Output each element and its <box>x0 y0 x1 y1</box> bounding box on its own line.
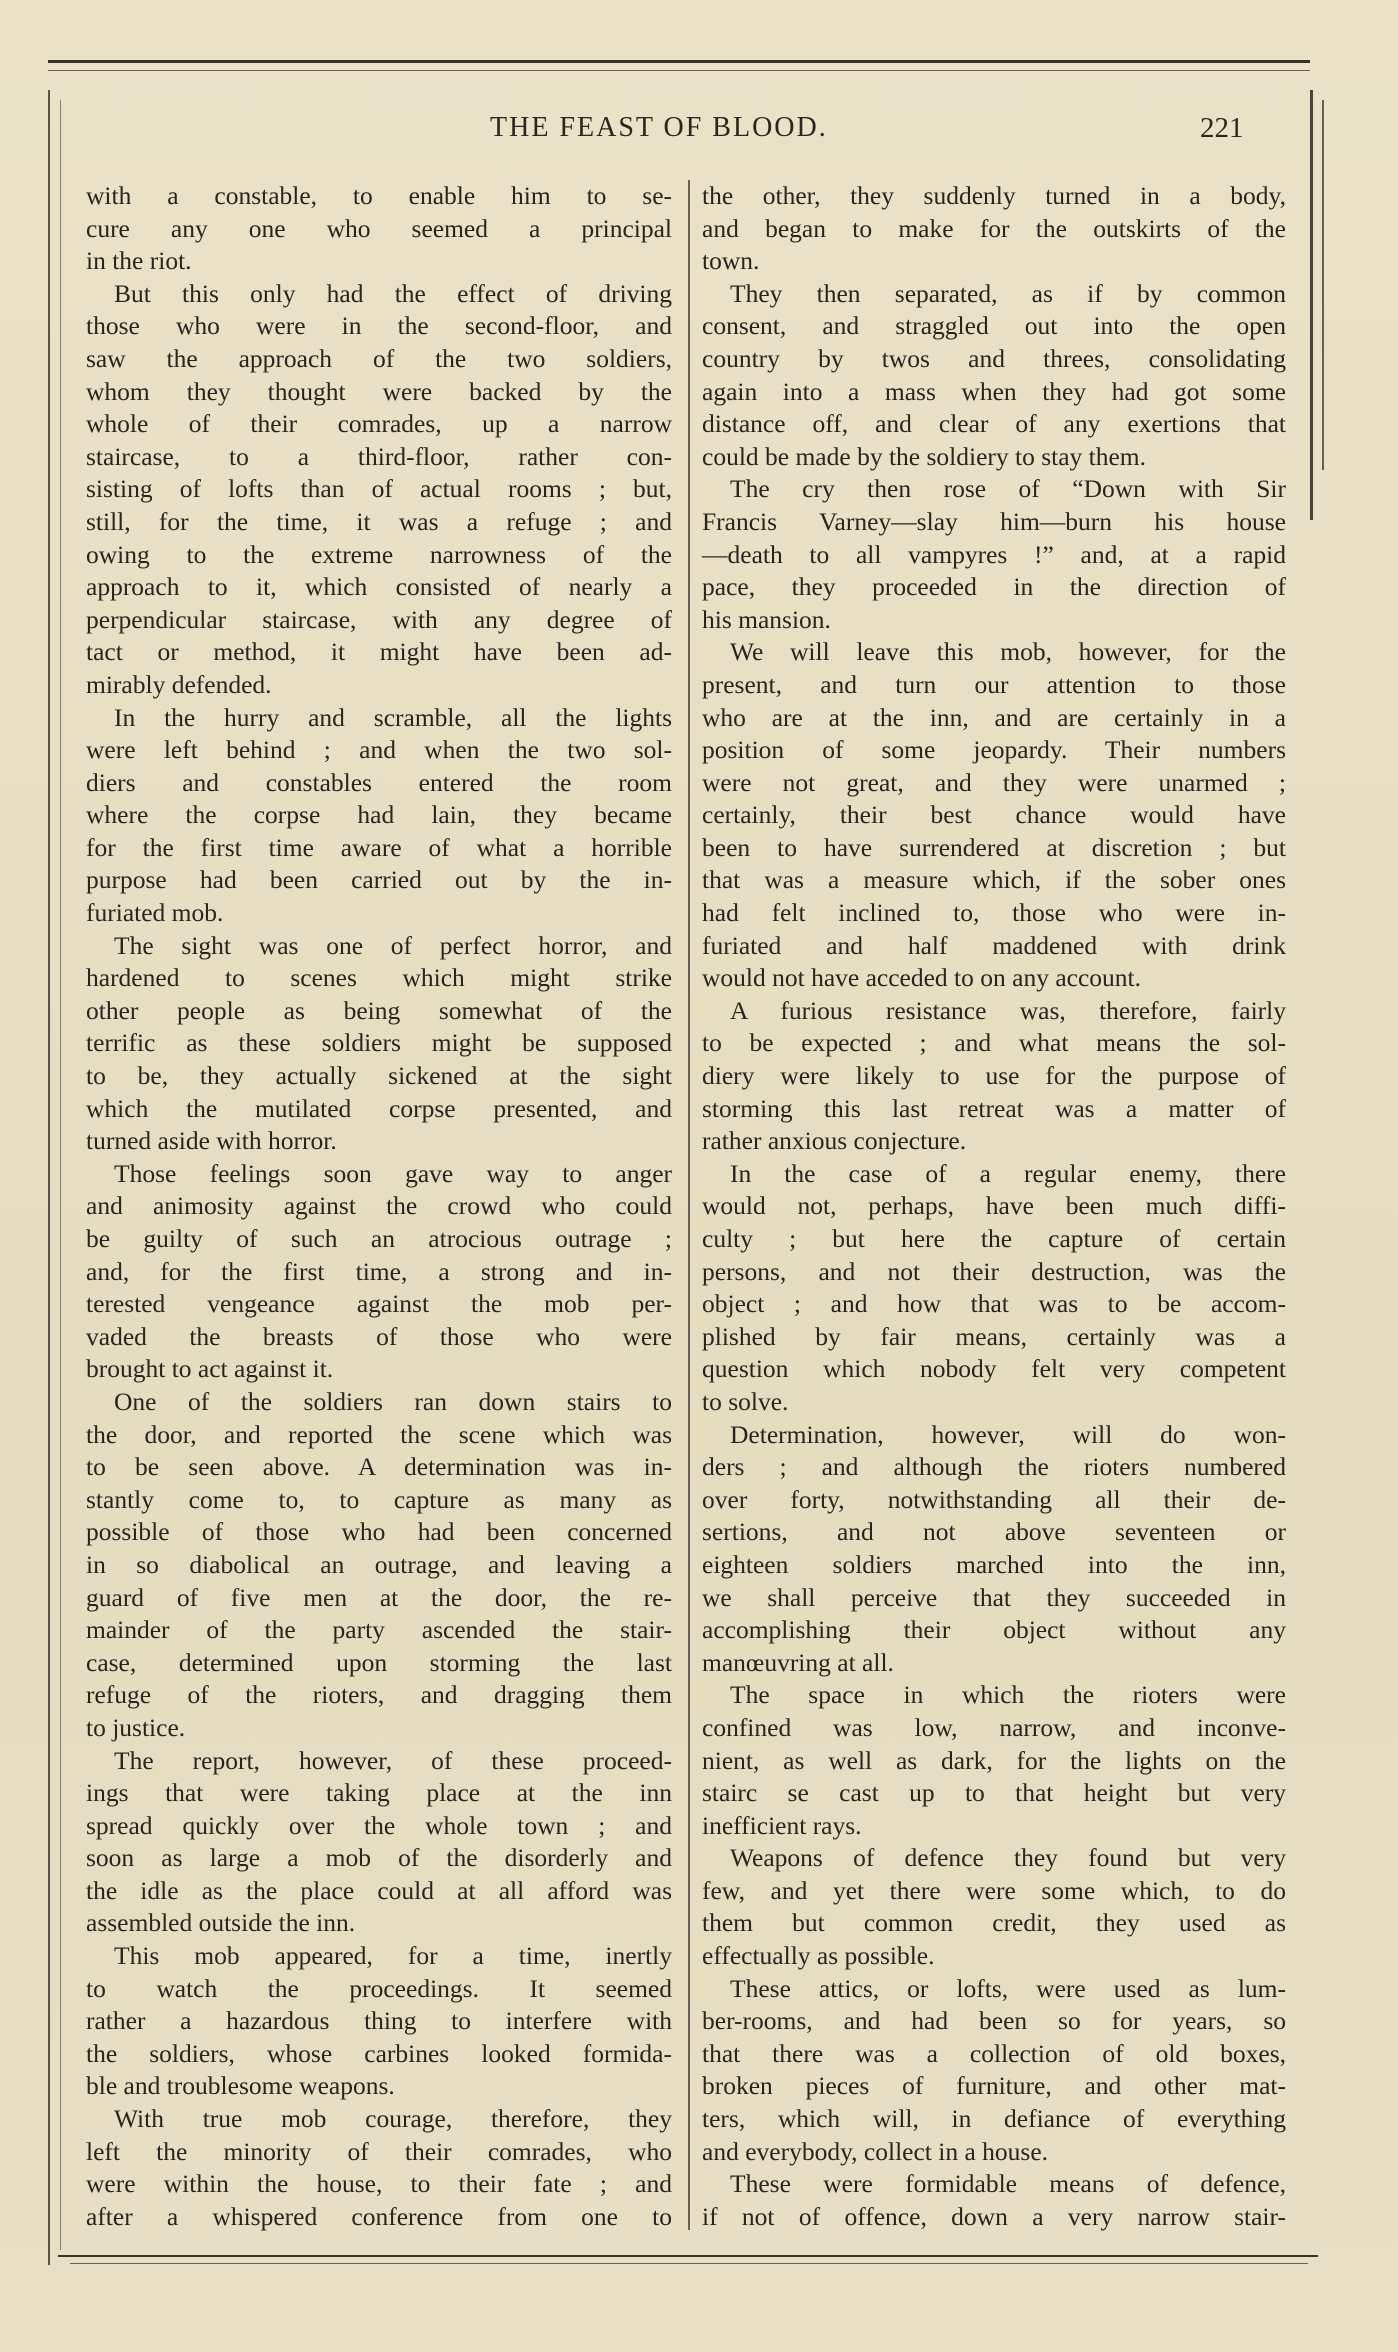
text-line: The sight was one of perfect horror, and <box>114 930 672 960</box>
text-line: stantly come to, to capture as many as <box>86 1484 672 1514</box>
text-line: still, for the time, it was a refuge ; and <box>86 506 672 536</box>
text-line: the other, they suddenly turned in a body, <box>702 181 1286 210</box>
text-line: over forty, notwithstanding all their de- <box>702 1484 1286 1514</box>
text-line: vaded the breasts of those who were <box>86 1321 672 1351</box>
text-line: Weapons of defence they found but very <box>730 1843 1286 1873</box>
text-line: approach to it, which consisted of nearly a <box>86 572 672 602</box>
text-line: few, and yet there were some which, to do <box>702 1875 1286 1905</box>
text-line: pace, they proceeded in the direction of <box>702 572 1286 602</box>
text-line: the idle as the place could at all afford was <box>86 1875 672 1905</box>
text-line: sertions, and not above seventeen or <box>702 1517 1286 1547</box>
right-border <box>1310 90 1313 520</box>
text-line: cure any one who seemed a principal <box>86 213 672 243</box>
text-line: them but common credit, they used as <box>702 1908 1286 1938</box>
text-line: case, determined upon storming the last <box>86 1647 672 1677</box>
left-border-thin <box>60 100 61 2250</box>
text-line: rather anxious conjecture. <box>702 1126 967 1156</box>
text-line: accomplishing their object without any <box>702 1615 1286 1645</box>
text-line: culty ; but here the capture of certain <box>702 1224 1286 1253</box>
text-line: the door, and reported the scene which was <box>86 1419 672 1449</box>
text-line: possible of those who had been concerned <box>86 1517 672 1547</box>
text-line: been to have surrendered at discretion ; but <box>702 832 1286 862</box>
text-line: plished by fair means, certainly was a <box>702 1321 1286 1351</box>
text-line: consent, and straggled out into the open <box>702 311 1286 341</box>
text-line: who are at the inn, and are certainly in a <box>702 702 1286 732</box>
text-line: left the minority of their comrades, who <box>86 2136 672 2166</box>
text-line: whom they thought were backed by the <box>86 376 672 406</box>
column-divider <box>688 180 690 2230</box>
text-line: if not of offence, down a very narrow stair- <box>702 2201 1286 2231</box>
text-line: turned aside with horror. <box>86 1126 337 1156</box>
text-line: We will leave this mob, however, for the <box>730 637 1286 667</box>
text-line: position of some jeopardy. Their numbers <box>702 735 1286 765</box>
left-column <box>86 180 672 2233</box>
text-line: for the first time aware of what a horrible <box>86 832 672 862</box>
text-line: town. <box>702 246 760 276</box>
text-line: effectually as possible. <box>702 1941 935 1971</box>
text-line: to be, they actually sickened at the sight <box>86 1061 672 1091</box>
top-rule-thin <box>48 70 1310 71</box>
text-line: brought to act against it. <box>86 1354 334 1384</box>
text-line: guard of five men at the door, the re- <box>86 1582 672 1612</box>
bottom-rule-thin <box>70 2263 1308 2264</box>
text-line: The space in which the rioters were <box>730 1680 1286 1710</box>
right-border-thin <box>1322 100 1324 470</box>
text-line: Determination, however, will do won- <box>730 1419 1286 1449</box>
text-line: diers and constables entered the room <box>86 767 672 797</box>
text-line: ders ; and although the rioters numbered <box>702 1452 1286 1482</box>
text-line: the soldiers, whose carbines looked formida- <box>86 2038 672 2068</box>
text-line: eighteen soldiers marched into the inn, <box>702 1549 1286 1579</box>
text-line: In the case of a regular enemy, there <box>730 1158 1286 1188</box>
text-line: with a constable, to enable him to se- <box>86 181 672 210</box>
text-line: which the mutilated corpse presented, and <box>86 1093 672 1123</box>
text-line: With true mob courage, therefore, they <box>114 2104 672 2134</box>
text-line: his mansion. <box>702 604 831 634</box>
bottom-rule <box>58 2255 1318 2257</box>
page-number: 221 <box>1200 112 1244 144</box>
text-line: to watch the proceedings. It seemed <box>86 1973 672 2003</box>
text-line: and everybody, collect in a house. <box>702 2136 1049 2166</box>
text-line: could be made by the soldiery to stay them. <box>702 441 1147 471</box>
text-line: confined was low, narrow, and inconve- <box>702 1712 1286 1742</box>
text-line: inefficient rays. <box>702 1810 862 1840</box>
text-line: perpendicular staircase, with any degree of <box>86 604 672 634</box>
text-line: were left behind ; and when the two sol- <box>86 735 672 765</box>
text-line: be guilty of such an atrocious outrage ; <box>86 1224 672 1253</box>
left-border <box>48 90 50 2265</box>
text-line: The cry then rose of “Down with Sir <box>730 474 1286 504</box>
text-line: distance off, and clear of any exertions that <box>702 409 1286 439</box>
text-line: persons, and not their destruction, was the <box>702 1256 1286 1286</box>
text-line: were not great, and they were unarmed ; <box>702 767 1286 797</box>
top-rule <box>48 60 1310 63</box>
text-line: furiated mob. <box>86 898 224 928</box>
text-line: But this only had the effect of driving <box>114 278 672 308</box>
text-line: One of the soldiers ran down stairs to <box>114 1386 672 1416</box>
text-line: had felt inclined to, those who were in- <box>702 898 1286 928</box>
text-line: certainly, their best chance would have <box>702 800 1286 830</box>
text-line: purpose had been carried out by the in- <box>86 865 672 895</box>
text-line: ble and troublesome weapons. <box>86 2071 395 2101</box>
text-line: They then separated, as if by common <box>730 278 1286 308</box>
text-line: other people as being somewhat of the <box>86 995 672 1025</box>
text-line: country by twos and threes, consolidating <box>702 343 1286 373</box>
text-line: mainder of the party ascended the stair- <box>86 1615 672 1645</box>
text-line: object ; and how that was to be accom- <box>702 1289 1286 1319</box>
text-line: and, for the first time, a strong and in- <box>86 1256 672 1286</box>
text-line: Those feelings soon gave way to anger <box>114 1158 672 1188</box>
text-line: and animosity against the crowd who could <box>86 1191 672 1221</box>
text-line: to justice. <box>86 1712 186 1742</box>
text-line: These were formidable means of defence, <box>730 2169 1286 2199</box>
text-line: in so diabolical an outrage, and leaving a <box>86 1549 672 1579</box>
text-line: nient, as well as dark, for the lights on the <box>702 1745 1286 1775</box>
text-line: that there was a collection of old boxes, <box>702 2038 1286 2068</box>
text-line: manœuvring at all. <box>702 1647 894 1677</box>
text-line: sisting of lofts than of actual rooms ; but, <box>86 474 672 504</box>
text-line: furiated and half maddened with drink <box>702 930 1286 960</box>
running-head-title: THE FEAST OF BLOOD. <box>490 112 828 143</box>
text-line: refuge of the rioters, and dragging them <box>86 1680 672 1710</box>
text-line: would not, perhaps, have been much diffi- <box>702 1191 1286 1221</box>
text-line: again into a mass when they had got some <box>702 376 1286 406</box>
text-line: ings that were taking place at the inn <box>86 1778 672 1808</box>
text-line: Francis Varney—slay him—burn his house <box>702 506 1286 536</box>
text-line: were within the house, to their fate ; and <box>86 2169 672 2199</box>
text-line: —death to all vampyres !” and, at a rapid <box>702 539 1286 569</box>
text-line: question which nobody felt very competent <box>702 1354 1286 1384</box>
text-line: ber-rooms, and had been so for years, so <box>702 2006 1286 2036</box>
text-line: These attics, or lofts, were used as lum- <box>730 1973 1286 2003</box>
text-line: tact or method, it might have been ad- <box>86 637 672 667</box>
text-line: The report, however, of these proceed- <box>114 1745 672 1775</box>
text-line: we shall perceive that they succeeded in <box>702 1582 1286 1612</box>
text-line: diery were likely to use for the purpose of <box>702 1061 1286 1091</box>
text-line: those who were in the second-floor, and <box>86 311 672 341</box>
text-line: staircase, to a third-floor, rather con- <box>86 441 672 471</box>
text-line: owing to the extreme narrowness of the <box>86 539 672 569</box>
text-line: This mob appeared, for a time, inertly <box>114 1941 672 1971</box>
text-line: mirably defended. <box>86 669 272 699</box>
text-line: terested vengeance against the mob per- <box>86 1289 672 1319</box>
text-line: saw the approach of the two soldiers, <box>86 343 672 373</box>
text-line: spread quickly over the whole town ; and <box>86 1810 672 1840</box>
text-line: present, and turn our attention to those <box>702 669 1286 699</box>
text-line: ters, which will, in defiance of everything <box>702 2104 1286 2134</box>
text-line: would not have acceded to on any account. <box>702 963 1142 993</box>
text-line: A furious resistance was, therefore, fairly <box>730 995 1286 1025</box>
text-line: to be expected ; and what means the sol- <box>702 1028 1286 1058</box>
text-line: to be seen above. A determination was in- <box>86 1452 672 1482</box>
text-line: assembled outside the inn. <box>86 1908 356 1938</box>
text-line: hardened to scenes which might strike <box>86 963 672 993</box>
text-line: stairc se cast up to that height but very <box>702 1778 1286 1808</box>
text-line: terrific as these soldiers might be supposed <box>86 1028 672 1058</box>
right-column <box>702 180 1286 2233</box>
text-line: storming this last retreat was a matter of <box>702 1093 1286 1123</box>
text-line: that was a measure which, if the sober ones <box>702 865 1286 895</box>
text-line: In the hurry and scramble, all the lights <box>114 702 672 732</box>
text-line: broken pieces of furniture, and other mat- <box>702 2071 1286 2101</box>
text-line: to solve. <box>702 1386 789 1416</box>
text-line: after a whispered conference from one to <box>86 2201 672 2231</box>
text-line: soon as large a mob of the disorderly and <box>86 1843 672 1873</box>
text-line: rather a hazardous thing to interfere with <box>86 2006 672 2036</box>
text-line: where the corpse had lain, they became <box>86 800 672 830</box>
text-line: whole of their comrades, up a narrow <box>86 409 672 439</box>
text-line: in the riot. <box>86 246 192 276</box>
text-line: and began to make for the outskirts of the <box>702 213 1286 243</box>
